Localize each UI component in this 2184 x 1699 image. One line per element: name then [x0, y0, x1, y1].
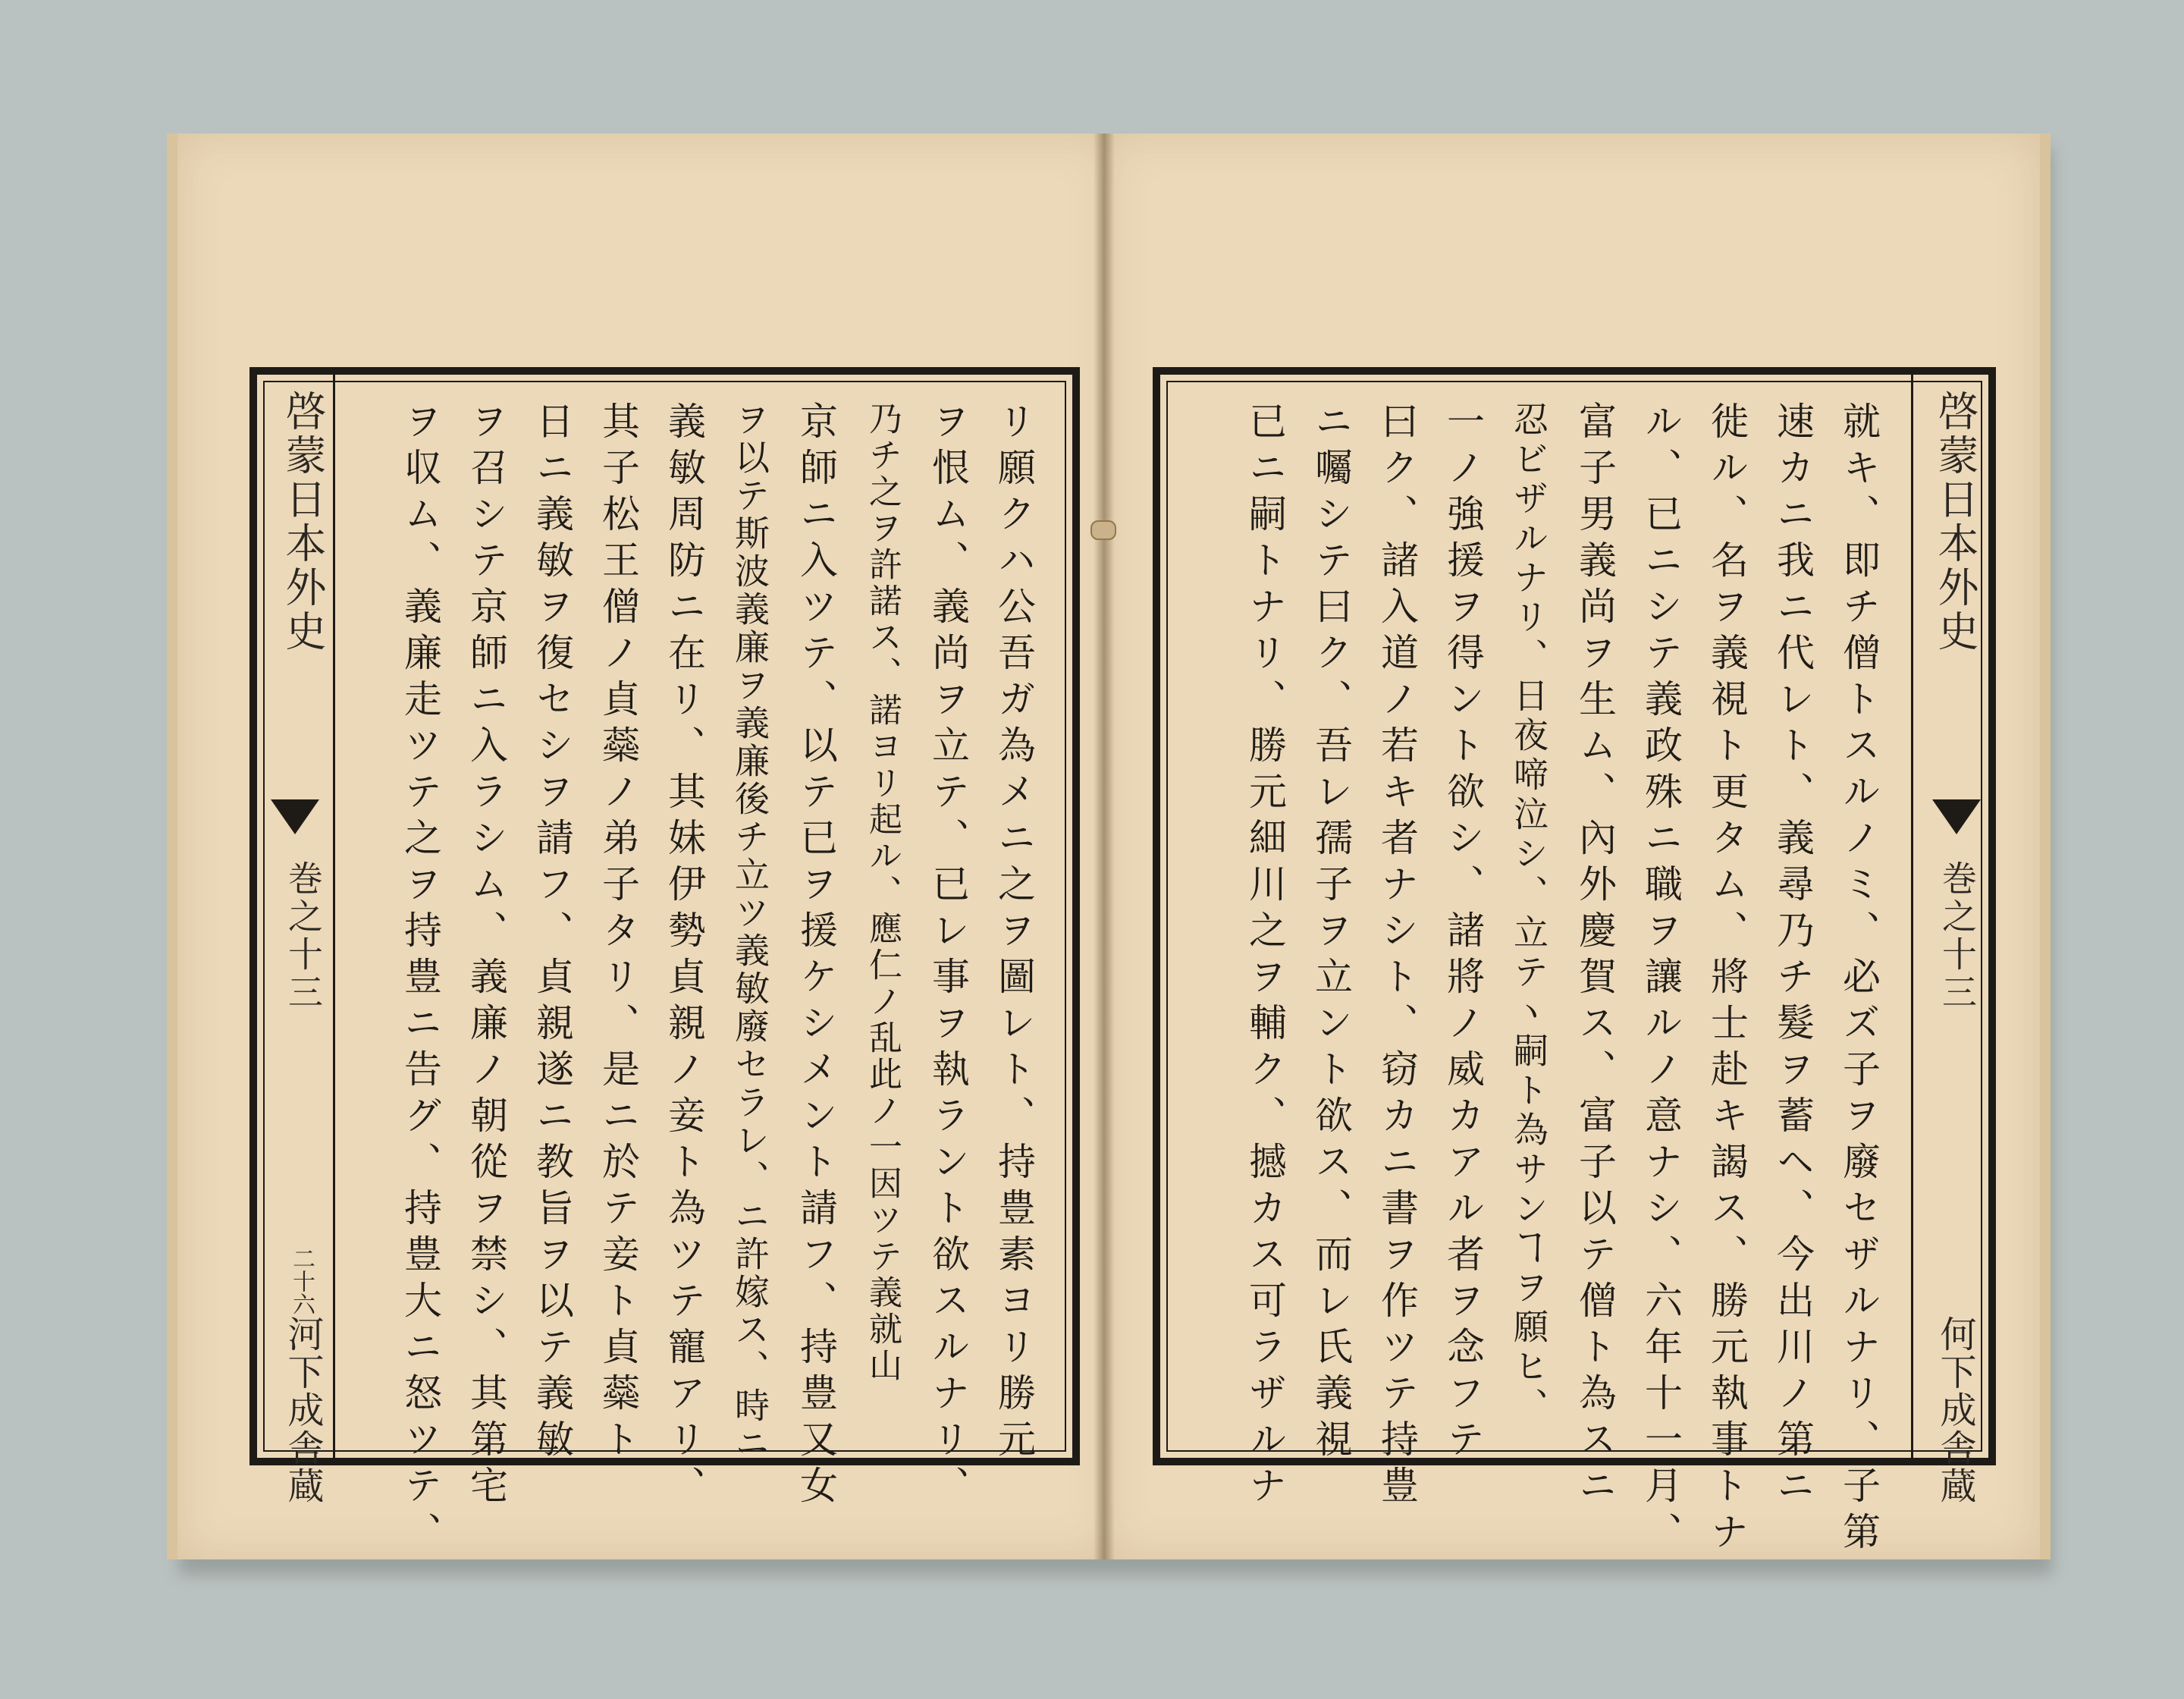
right-margin-publisher: 何下成舎蔵	[1934, 1315, 1976, 1505]
right-page	[1103, 133, 2051, 1559]
left-page	[167, 133, 1114, 1559]
right-margin-rule	[1911, 375, 1913, 1458]
left-text-column-10: ヲ収ム、義廉走ツテ之ヲ持豊ニ告グ、持豊大ニ怒ツテ、	[398, 401, 442, 1558]
right-margin-title: 啓蒙日本外史	[1931, 390, 1979, 654]
left-text-column-8: 日ニ義敏ヲ復セシヲ請フ、貞親遂ニ教旨ヲ以テ義敏	[530, 401, 574, 1465]
right-page-text-frame	[1153, 367, 1996, 1558]
left-text-column-7: 其子松王僧ノ貞蘂ノ弟子タリ、是ニ於テ妾ト貞蘂ト	[596, 401, 640, 1465]
right-text-column-1: 就キ、即チ僧トスルノミ、必ズ子ヲ廢セザルナリ、子第	[1837, 401, 1881, 1558]
right-text-column-2: 速カニ我ニ代レト、義尋乃チ髮ヲ蓄ヘ、今出川ノ第ニ	[1771, 401, 1815, 1512]
right-fishtail-mark	[1932, 799, 1981, 834]
left-margin-publisher: 河下成舎蔵	[281, 1315, 324, 1505]
open-book	[167, 133, 2040, 1559]
left-text-column-2: ヲ恨ム、義尚ヲ立テ、已レ事ヲ執ラント欲スルナリ、	[926, 401, 970, 1512]
book-gutter	[1094, 133, 1115, 1559]
left-text-column-5: ヲ以テ斯波義廉ヲ義廉後チ立ツ義敏廢セラレ、ニ許嫁ス、時ニ	[730, 401, 770, 1463]
left-page-text-frame	[249, 367, 1080, 1558]
right-text-column-9: ニ囑シテ曰ク、吾レ孺子ヲ立ント欲ス、而レ氏義視	[1309, 401, 1353, 1465]
right-text-column-6: 忍ビザルナリ、日夜啼泣シ、立テヽ嗣ト為サンヿヲ願ヒ、	[1508, 401, 1549, 1427]
left-text-column-4: 京師ニ入ツテ、以テ已ヲ援ケシメント請フ、持豊又女	[794, 401, 838, 1512]
left-text-column-9: ヲ召シテ京師ニ入ラシム、義廉ノ朝從ヲ禁シ、其第宅	[464, 401, 508, 1512]
left-margin-volume: 巻之十三	[283, 860, 324, 1012]
right-text-column-7: 一ノ強援ヲ得ント欲シ、諸將ノ威カアル者ヲ念フテ	[1441, 401, 1485, 1465]
left-margin-title: 啓蒙日本外史	[279, 390, 327, 654]
right-text-column-10: 已ニ嗣トナリ、勝元細川之ヲ輔ク、撼カス可ラザルナ	[1243, 401, 1287, 1512]
right-text-column-3: 徙ル、名ヲ義視ト更タム、將士赴キ謁ス、勝元執事トナ	[1705, 401, 1749, 1558]
right-text-column-4: ル、已ニシテ義政殊ニ職ヲ讓ルノ意ナシ、六年十一月、	[1639, 401, 1683, 1558]
left-text-column-1: リ願クハ公吾ガ為メニ之ヲ圖レト、持豊素ヨリ勝元	[992, 401, 1036, 1465]
right-margin-volume: 巻之十三	[1937, 860, 1978, 1012]
left-fishtail-mark	[271, 799, 319, 834]
left-margin-page-number: 二十六	[288, 1247, 315, 1315]
binding-thread	[1090, 520, 1116, 540]
right-text-column-8: 曰ク、諸入道ノ若キ者ナシト、窃カニ書ヲ作ツテ持豊	[1375, 401, 1419, 1512]
left-text-column-6: 義敏周防ニ在リ、其妹伊勢貞親ノ妾ト為ツテ寵アリ、	[662, 401, 706, 1512]
left-margin-rule	[333, 375, 335, 1458]
left-text-column-3: 乃チ之ヲ許諾ス、諾ヨリ起ル、應仁ノ乱此ノ一因ツテ義就山	[863, 401, 902, 1384]
right-text-column-5: 富子男義尚ヲ生ム、內外慶賀ス、富子以テ僧ト為スニ	[1573, 401, 1617, 1512]
